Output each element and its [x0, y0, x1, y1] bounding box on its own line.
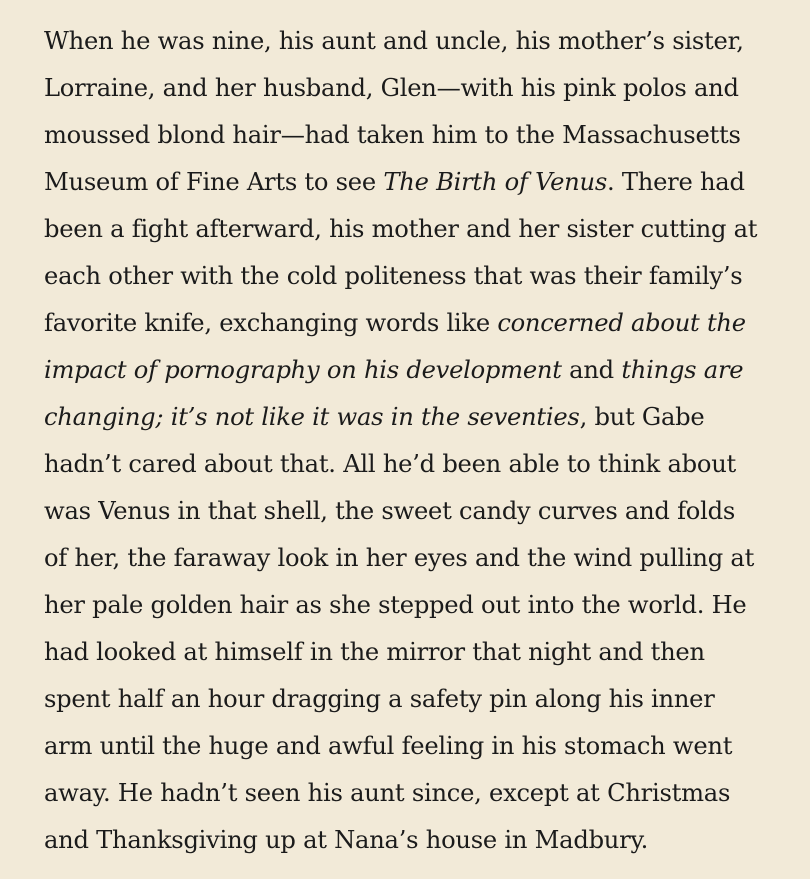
italic-text-span: concerned about the: [497, 309, 746, 337]
text-line: [44, 159, 786, 206]
text-line: [44, 394, 786, 441]
text-span: of her, the faraway look in her eyes and the wind pulling at: [44, 544, 755, 572]
text-span: her pale golden hair as she stepped out into the world. He: [44, 591, 747, 619]
text-span: Museum of Fine Arts to see: [44, 168, 384, 196]
text-line: [44, 629, 786, 676]
text-line: [44, 300, 786, 347]
text-span: Lorraine, and her husband, Glen—with his pink polos and: [44, 74, 739, 102]
text-line: [44, 206, 786, 253]
text-span: moussed blond hair—had taken him to the Massachusetts: [44, 121, 741, 149]
text-span: hadn’t cared about that. All he’d been able to think about: [44, 450, 737, 478]
text-span: . There had: [606, 168, 745, 196]
text-line: [44, 441, 786, 488]
text-span: When he was nine, his aunt and uncle, his mother’s sister,: [44, 27, 744, 55]
passage-text: [44, 18, 786, 864]
text-span: had looked at himself in the mirror that night and then: [44, 638, 705, 666]
text-span: away. He hadn’t seen his aunt since, except at Christmas: [44, 779, 731, 807]
text-line: [44, 723, 786, 770]
text-line: [44, 582, 786, 629]
text-span: each other with the cold politeness that was their family’s: [44, 262, 743, 290]
text-span: , but Gabe: [579, 403, 705, 431]
text-span: spent half an hour dragging a safety pin along his inner: [44, 685, 715, 713]
text-line: [44, 817, 786, 864]
italic-text-span: changing; it’s not like it was in the seventies: [44, 403, 580, 431]
text-span: and Thanksgiving up at Nana’s house in Madbury.: [44, 826, 649, 854]
text-line: [44, 112, 786, 159]
italic-text-span: The Birth of Venus: [383, 168, 607, 196]
text-line: [44, 488, 786, 535]
text-line: [44, 347, 786, 394]
italic-text-span: impact of pornography on his development: [44, 356, 562, 384]
text-line: [44, 18, 786, 65]
text-line: [44, 253, 786, 300]
text-span: favorite knife, exchanging words like: [44, 309, 498, 337]
text-span: arm until the huge and awful feeling in his stomach went: [44, 732, 733, 760]
text-line: [44, 770, 786, 817]
text-span: been a fight afterward, his mother and her sister cutting at: [44, 215, 758, 243]
text-line: [44, 65, 786, 112]
text-span: and: [561, 356, 622, 384]
text-line: [44, 535, 786, 582]
text-line: [44, 676, 786, 723]
italic-text-span: things are: [621, 356, 744, 384]
text-span: was Venus in that shell, the sweet candy curves and folds: [44, 497, 735, 525]
